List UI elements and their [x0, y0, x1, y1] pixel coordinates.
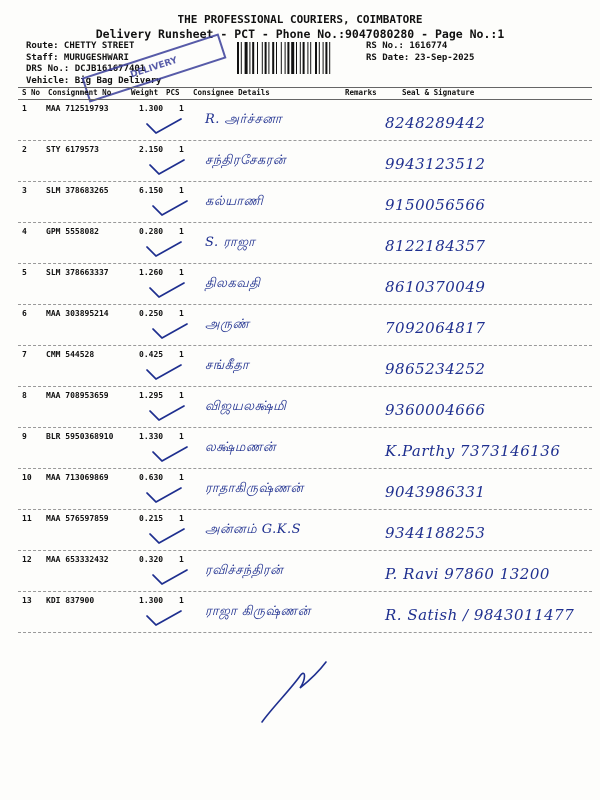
rs-date: RS Date: 23-Sep-2025 — [366, 52, 475, 63]
table-row — [0, 223, 600, 264]
weight-cell: 1.300 — [139, 596, 164, 605]
barcode-bar — [272, 42, 274, 74]
weight-cell: 0.630 — [139, 473, 164, 482]
sno-cell: 2 — [22, 145, 27, 154]
signature-handwriting: 9043986331 — [385, 483, 486, 501]
tick-mark-icon — [144, 484, 184, 506]
tick-mark-icon — [144, 115, 184, 137]
tick-mark-icon — [150, 320, 190, 342]
weight-cell: 0.425 — [139, 350, 164, 359]
signature-handwriting: K.Parthy 7373146136 — [385, 442, 561, 460]
weight-cell: 2.150 — [139, 145, 164, 154]
consignment-cell: GPM 5558082 — [46, 227, 99, 236]
runsheet-meta-right — [366, 41, 474, 64]
weight-cell: 1.295 — [139, 391, 164, 400]
barcode-bar — [329, 42, 330, 74]
pcs-cell: 1 — [179, 473, 184, 482]
runsheet-subtitle: Delivery Runsheet - PCT - Phone No.:9047080280 - Page No.:1 — [95, 27, 505, 41]
sno-cell: 11 — [22, 514, 32, 523]
tick-mark-icon — [147, 525, 187, 547]
weight-cell: 1.260 — [139, 268, 164, 277]
pcs-cell: 1 — [179, 555, 184, 564]
barcode-bar — [315, 42, 317, 74]
signature-handwriting: R. Satish / 9843011477 — [385, 606, 575, 624]
signature-handwriting: 9344188253 — [385, 524, 486, 542]
consignment-cell: MAA 708953659 — [46, 391, 109, 400]
signature-handwriting: P. Ravi 97860 13200 — [385, 565, 550, 583]
barcode-bar — [303, 42, 305, 74]
tick-mark-icon — [147, 156, 187, 178]
consignee-handwriting: சங்கீதா — [205, 358, 250, 373]
row-divider — [18, 632, 592, 633]
vehicle-label: Vehicle: Big Bag Delivery — [26, 75, 162, 86]
signature-handwriting: 8122184357 — [385, 237, 486, 255]
table-row — [0, 305, 600, 346]
sno-cell: 10 — [22, 473, 32, 482]
barcode-bar — [257, 42, 258, 74]
pcs-cell: 1 — [179, 104, 184, 113]
sno-cell: 3 — [22, 186, 27, 195]
consignee-handwriting: அருண் — [205, 317, 250, 332]
tick-mark-icon — [150, 566, 190, 588]
pcs-cell: 1 — [179, 596, 184, 605]
table-row — [0, 182, 600, 223]
pcs-cell: 1 — [179, 432, 184, 441]
sno-cell: 7 — [22, 350, 27, 359]
sno-cell: 8 — [22, 391, 27, 400]
consignee-handwriting: லக்ஷ்மணன் — [205, 440, 276, 455]
staff-label: Staff: MURUGESHWARI — [26, 52, 129, 63]
consignment-cell: CMM 544528 — [46, 350, 95, 359]
drs-number: DRS No.: DCJB161677401 — [26, 64, 146, 74]
table-row — [0, 346, 600, 387]
barcode — [237, 42, 359, 74]
company-title: THE PROFESSIONAL COURIERS, COIMBATORE — [177, 13, 423, 26]
consignment-cell: MAA 303895214 — [46, 309, 109, 318]
table-row — [0, 551, 600, 592]
signature-handwriting: 8248289442 — [385, 114, 486, 132]
pcs-cell: 1 — [179, 227, 184, 236]
column-header-seal-signature: Seal & Signature — [402, 88, 475, 97]
table-row — [0, 510, 600, 551]
barcode-bar — [291, 42, 294, 74]
consignment-cell: MAA 712519793 — [46, 104, 109, 113]
barcode-bar — [241, 42, 242, 74]
pcs-cell: 1 — [179, 350, 184, 359]
consignee-handwriting: அன்னம் G.K.S — [205, 522, 302, 537]
tick-mark-icon — [150, 443, 190, 465]
consignment-cell: STY 6179573 — [46, 145, 99, 154]
sno-cell: 12 — [22, 555, 32, 564]
pcs-cell: 1 — [179, 145, 184, 154]
signature-handwriting: 8610370049 — [385, 278, 486, 296]
consignment-cell: MAA 713069869 — [46, 473, 109, 482]
column-header-sno: S No — [22, 88, 41, 97]
column-header-weight: Weight — [131, 88, 159, 97]
tick-mark-icon — [150, 197, 190, 219]
consignment-cell: SLM 378683265 — [46, 186, 109, 195]
consignment-cell: SLM 378663337 — [46, 268, 109, 277]
consignee-handwriting: சந்திரசேகரன் — [205, 153, 286, 168]
column-header-remarks: Remarks — [345, 88, 377, 97]
sno-cell: 6 — [22, 309, 27, 318]
barcode-bar — [281, 42, 282, 74]
sno-cell: 4 — [22, 227, 27, 236]
barcode-bar — [287, 42, 289, 74]
pcs-cell: 1 — [179, 268, 184, 277]
consignee-handwriting: ராதாகிருஷ்ணன் — [205, 481, 304, 496]
pcs-cell: 1 — [179, 186, 184, 195]
signature-handwriting: 9150056566 — [385, 196, 486, 214]
sno-cell: 9 — [22, 432, 27, 441]
tick-mark-icon — [144, 238, 184, 260]
consignment-cell: BLR 5950368910 — [46, 432, 114, 441]
weight-cell: 0.250 — [139, 309, 164, 318]
consignment-cell: KDI 837900 — [46, 596, 95, 605]
rs-number: RS No.: 1616774 — [366, 41, 448, 51]
weight-cell: 1.300 — [139, 104, 164, 113]
consignee-handwriting: விஜயலக்ஷ்மி — [205, 399, 287, 414]
barcode-bar — [285, 42, 286, 74]
barcode-bar — [237, 42, 239, 74]
barcode-bar — [310, 42, 311, 74]
table-row — [0, 141, 600, 182]
signature-handwriting: 7092064817 — [385, 319, 486, 337]
weight-cell: 0.280 — [139, 227, 164, 236]
barcode-bar — [296, 42, 297, 74]
barcode-bar — [262, 42, 263, 74]
weight-cell: 0.215 — [139, 514, 164, 523]
pcs-cell: 1 — [179, 391, 184, 400]
column-header-pcs: PCS — [166, 88, 180, 97]
tick-mark-icon — [144, 607, 184, 629]
sno-cell: 13 — [22, 596, 32, 605]
table-row — [0, 387, 600, 428]
barcode-bar — [325, 42, 327, 74]
consignment-cell: MAA 576597859 — [46, 514, 109, 523]
tick-mark-icon — [147, 279, 187, 301]
barcode-bar — [276, 42, 277, 74]
tick-mark-icon — [147, 402, 187, 424]
pcs-cell: 1 — [179, 309, 184, 318]
route-label: Route: CHETTY STREET — [26, 41, 135, 51]
table-row — [0, 428, 600, 469]
signature-handwriting: 9943123512 — [385, 155, 486, 173]
consignee-handwriting: கல்யாணி — [205, 194, 264, 209]
table-row — [0, 469, 600, 510]
delivery-stamp: DELIVERY — [82, 33, 227, 102]
tick-mark-icon — [144, 361, 184, 383]
consignee-handwriting: ரவிச்சந்திரன் — [205, 563, 284, 578]
column-header-consignment: Consignment No — [48, 88, 112, 97]
barcode-bar — [268, 42, 269, 74]
barcode-bar — [307, 42, 308, 74]
barcode-bar — [249, 42, 250, 74]
consignee-handwriting: ராஜா கிருஷ்ணன் — [205, 604, 311, 619]
barcode-bar — [319, 42, 320, 74]
signature-handwriting: 9865234252 — [385, 360, 486, 378]
barcode-bar — [245, 42, 248, 74]
pcs-cell: 1 — [179, 514, 184, 523]
column-header-consignee: Consignee Details — [193, 88, 270, 97]
consignee-handwriting: R. அர்ச்சனா — [205, 112, 283, 127]
table-row — [0, 100, 600, 141]
table-row — [0, 592, 600, 633]
weight-cell: 6.150 — [139, 186, 164, 195]
weight-cell: 0.320 — [139, 555, 164, 564]
table-row — [0, 264, 600, 305]
consignment-cell: MAA 653332432 — [46, 555, 109, 564]
sno-cell: 5 — [22, 268, 27, 277]
barcode-bar — [252, 42, 254, 74]
weight-cell: 1.330 — [139, 432, 164, 441]
signature-handwriting: 9360004666 — [385, 401, 486, 419]
barcode-bar — [265, 42, 267, 74]
consignee-handwriting: S. ராஜா — [205, 235, 256, 250]
consignee-handwriting: திலகவதி — [205, 276, 261, 291]
barcode-bar — [323, 42, 324, 74]
barcode-bar — [300, 42, 301, 74]
sno-cell: 1 — [22, 104, 27, 113]
